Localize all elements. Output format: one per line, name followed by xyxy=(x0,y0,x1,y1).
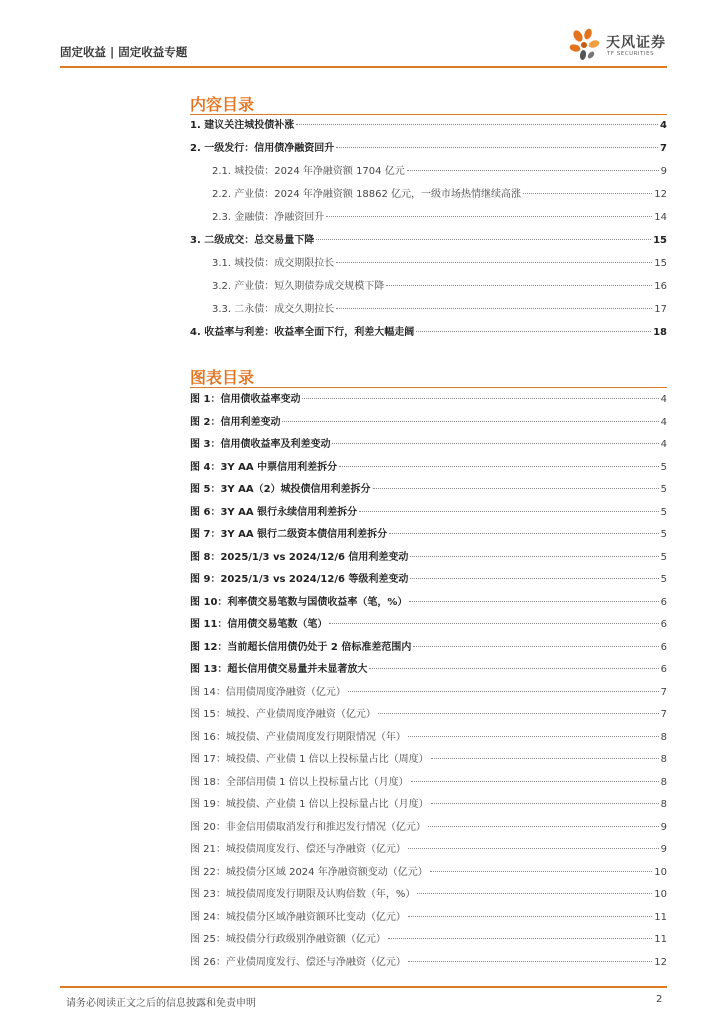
figure-entry[interactable] xyxy=(190,502,667,525)
figure-entry-label: 图 17：城投债、产业债 1 倍以上投标量占比（周度） xyxy=(190,754,429,765)
dot-leader xyxy=(416,331,651,332)
figure-entry-label: 图 7：3Y AA 银行二级资本债信用利差拆分 xyxy=(190,529,388,540)
figure-entry-page: 6 xyxy=(660,641,667,653)
figures-list xyxy=(190,389,667,974)
figure-entry[interactable] xyxy=(190,547,667,570)
figure-entry[interactable] xyxy=(190,592,667,615)
toc-entry-page: 7 xyxy=(660,143,667,154)
dot-leader xyxy=(373,488,659,489)
figure-entry-label: 图 23：城投债周度发行期限及认购倍数（年，%） xyxy=(190,889,416,900)
toc-entry-page: 12 xyxy=(654,189,667,200)
figure-entry-label: 图 10：利率债交易笔数与国债收益率（笔，%） xyxy=(190,596,408,608)
figure-entry[interactable] xyxy=(190,682,667,705)
logo-flower-icon xyxy=(566,27,604,63)
toc-entry-label: 3.2. 产业债：短久期债券成交规模下降 xyxy=(212,281,385,292)
dot-leader xyxy=(389,533,659,534)
figure-entry-page: 5 xyxy=(660,529,667,540)
page-number: 2 xyxy=(656,994,663,1005)
figure-entry-page: 4 xyxy=(660,394,667,405)
dot-leader xyxy=(386,285,652,286)
toc-entry-page: 15 xyxy=(654,258,667,269)
figure-entry-page: 9 xyxy=(660,844,667,855)
figure-entry[interactable] xyxy=(190,884,667,907)
toc-entry[interactable] xyxy=(190,137,667,160)
dot-leader xyxy=(408,916,652,917)
toc-entry[interactable] xyxy=(190,252,667,275)
figure-entry-label: 图 16：城投债、产业债周度发行期限情况（年） xyxy=(190,731,406,743)
toc-entry-label: 3.3. 二永债：成交久期拉长 xyxy=(212,304,335,315)
figure-entry[interactable] xyxy=(190,817,667,840)
dot-leader xyxy=(326,216,652,217)
dot-leader xyxy=(408,736,659,737)
figure-entry-page: 8 xyxy=(660,776,667,788)
dot-leader xyxy=(296,124,658,125)
figure-entry[interactable] xyxy=(190,839,667,862)
figure-entry[interactable] xyxy=(190,614,667,637)
figure-entry-page: 7 xyxy=(660,686,667,698)
toc-entry-page: 18 xyxy=(653,327,667,338)
toc-list xyxy=(190,114,667,344)
figure-entry[interactable] xyxy=(190,794,667,817)
figure-entry[interactable] xyxy=(190,659,667,682)
figure-entry-label: 图 3：信用债收益率及利差变动 xyxy=(190,439,331,450)
figure-entry[interactable] xyxy=(190,479,667,502)
header-title: 固定收益 | 固定收益专题 xyxy=(60,45,188,59)
figure-entry[interactable] xyxy=(190,929,667,952)
toc-entry[interactable] xyxy=(190,160,667,183)
toc-entry-page: 17 xyxy=(654,304,667,315)
figure-entry-page: 7 xyxy=(660,709,667,720)
figure-entry-page: 5 xyxy=(660,461,667,473)
figure-entry-label: 图 8：2025/1/3 vs 2024/12/6 信用利差变动 xyxy=(190,551,409,563)
figure-entry[interactable] xyxy=(190,862,667,885)
figure-entry-page: 4 xyxy=(660,439,667,450)
figure-entry-page: 5 xyxy=(660,484,667,495)
dot-leader xyxy=(359,511,659,512)
dot-leader xyxy=(388,938,652,939)
figure-entry-label: 图 22：城投债分区域 2024 年净融资额变动（亿元） xyxy=(190,866,428,878)
toc-entry-label: 2. 一级发行：信用债净融资回升 xyxy=(190,143,335,154)
figures-title: 图表目录 xyxy=(190,368,255,387)
dot-leader xyxy=(302,398,658,399)
dot-leader xyxy=(378,713,659,714)
figure-entry-page: 4 xyxy=(660,416,667,428)
figure-entry-page: 6 xyxy=(660,596,667,608)
dot-leader xyxy=(316,239,651,240)
dot-leader xyxy=(339,466,659,467)
figure-entry[interactable] xyxy=(190,434,667,457)
figure-entry-page: 12 xyxy=(654,956,667,968)
figure-entry-page: 8 xyxy=(660,754,667,765)
figure-entry-label: 图 14：信用债周度净融资（亿元） xyxy=(190,686,346,698)
dot-leader xyxy=(409,601,658,602)
figure-entry-page: 10 xyxy=(654,889,667,900)
toc-entry-label: 3. 二级成交：总交易量下降 xyxy=(190,235,315,246)
toc-entry-page: 15 xyxy=(653,235,667,246)
figure-entry-page: 8 xyxy=(660,731,667,743)
toc-title: 内容目录 xyxy=(190,95,255,114)
figure-entry-label: 图 2：信用利差变动 xyxy=(190,416,281,428)
figure-entry-label: 图 5：3Y AA（2）城投债信用利差拆分 xyxy=(190,484,371,495)
dot-leader xyxy=(413,646,658,647)
figure-entry-label: 图 19：城投债、产业债 1 倍以上投标量占比（月度） xyxy=(190,799,429,810)
dot-leader xyxy=(408,961,652,962)
figure-entry-page: 10 xyxy=(654,866,667,878)
figure-entry-label: 图 9：2025/1/3 vs 2024/12/6 等级利差变动 xyxy=(190,574,409,585)
figure-entry-label: 图 4：3Y AA 中票信用利差拆分 xyxy=(190,461,338,473)
figure-entry[interactable] xyxy=(190,772,667,795)
dot-leader xyxy=(431,758,659,759)
dot-leader xyxy=(336,308,652,309)
figure-entry-label: 图 1：信用债收益率变动 xyxy=(190,394,301,405)
dot-leader xyxy=(428,826,659,827)
footer-divider xyxy=(60,986,667,988)
figure-entry-label: 图 15：城投、产业债周度净融资（亿元） xyxy=(190,709,376,720)
dot-leader xyxy=(417,893,652,894)
company-logo xyxy=(566,27,676,63)
figure-entry-label: 图 13：超长信用债交易量并未显著放大 xyxy=(190,664,368,675)
toc-entry[interactable] xyxy=(190,183,667,206)
toc-entry[interactable] xyxy=(190,114,667,137)
toc-entry-page: 14 xyxy=(654,212,667,223)
figure-entry-label: 图 25：城投债分行政级别净融资额（亿元） xyxy=(190,934,386,945)
dot-leader xyxy=(329,623,658,624)
dot-leader xyxy=(523,193,652,194)
figure-entry[interactable] xyxy=(190,704,667,727)
dot-leader xyxy=(336,147,658,148)
toc-entry-label: 2.2. 产业债：2024 年净融资额 18862 亿元，一级市场热情继续高涨 xyxy=(212,189,522,200)
figure-entry-page: 8 xyxy=(660,799,667,810)
dot-leader xyxy=(348,691,659,692)
dot-leader xyxy=(430,871,653,872)
dot-leader xyxy=(410,578,658,579)
figure-entry-label: 图 12：当前超长信用债仍处于 2 倍标准差范围内 xyxy=(190,641,412,653)
figure-entry-page: 6 xyxy=(660,619,667,630)
toc-entry[interactable] xyxy=(190,298,667,321)
dot-leader xyxy=(282,421,658,422)
figure-entry-page: 5 xyxy=(660,551,667,563)
figure-entry-label: 图 26：产业债周度发行、偿还与净融资（亿元） xyxy=(190,956,406,968)
toc-entry[interactable] xyxy=(190,321,667,344)
figure-entry-label: 图 21：城投债周度发行、偿还与净融资（亿元） xyxy=(190,844,406,855)
figure-entry-page: 9 xyxy=(660,821,667,833)
dot-leader xyxy=(407,170,659,171)
header-divider xyxy=(60,66,667,68)
toc-entry-label: 2.3. 金融债：净融资回升 xyxy=(212,212,325,223)
dot-leader xyxy=(369,668,658,669)
figure-entry[interactable] xyxy=(190,727,667,750)
figure-entry[interactable] xyxy=(190,569,667,592)
toc-entry[interactable] xyxy=(190,206,667,229)
figure-entry[interactable] xyxy=(190,457,667,480)
figures-title-underline xyxy=(190,387,667,388)
toc-entry-label: 1. 建议关注城投债补涨 xyxy=(190,120,295,131)
figure-entry[interactable] xyxy=(190,952,667,975)
figure-entry[interactable] xyxy=(190,389,667,412)
toc-entry-page: 9 xyxy=(660,166,667,177)
footer-disclaimer: 请务必阅读正文之后的信息披露和免责申明 xyxy=(66,998,256,1009)
logo-subtitle: TF SECURITIES xyxy=(607,51,654,57)
figure-entry-label: 图 18：全部信用债 1 倍以上投标量占比（月度） xyxy=(190,776,409,788)
figure-entry-label: 图 11：信用债交易笔数（笔） xyxy=(190,619,328,630)
figure-entry[interactable] xyxy=(190,749,667,772)
logo-name: 天风证券 xyxy=(606,35,666,51)
figure-entry-page: 5 xyxy=(660,574,667,585)
figure-entry-page: 5 xyxy=(660,506,667,518)
toc-entry-label: 4. 收益率与利差：收益率全面下行，利差大幅走阔 xyxy=(190,327,415,338)
dot-leader xyxy=(408,848,659,849)
figure-entry[interactable] xyxy=(190,907,667,930)
figure-entry[interactable] xyxy=(190,524,667,547)
figure-entry-label: 图 24：城投债分区域净融资额环比变动（亿元） xyxy=(190,911,406,923)
dot-leader xyxy=(336,262,652,263)
toc-entry-label: 3.1. 城投债：成交期限拉长 xyxy=(212,258,335,269)
figure-entry-label: 图 6：3Y AA 银行永续信用利差拆分 xyxy=(190,506,358,518)
toc-entry-label: 2.1. 城投债：2024 年净融资额 1704 亿元 xyxy=(212,166,405,177)
figure-entry-page: 11 xyxy=(654,934,667,945)
dot-leader xyxy=(411,781,659,782)
figure-entry[interactable] xyxy=(190,637,667,660)
dot-leader xyxy=(410,556,658,557)
figure-entry[interactable] xyxy=(190,412,667,435)
toc-entry[interactable] xyxy=(190,275,667,298)
figure-entry-page: 6 xyxy=(660,664,667,675)
toc-entry-page: 4 xyxy=(660,120,667,131)
figure-entry-page: 11 xyxy=(654,911,667,923)
dot-leader xyxy=(431,803,659,804)
dot-leader xyxy=(332,443,658,444)
figure-entry-label: 图 20：非金信用债取消发行和推迟发行情况（亿元） xyxy=(190,821,426,833)
toc-entry[interactable] xyxy=(190,229,667,252)
toc-entry-page: 16 xyxy=(654,281,667,292)
